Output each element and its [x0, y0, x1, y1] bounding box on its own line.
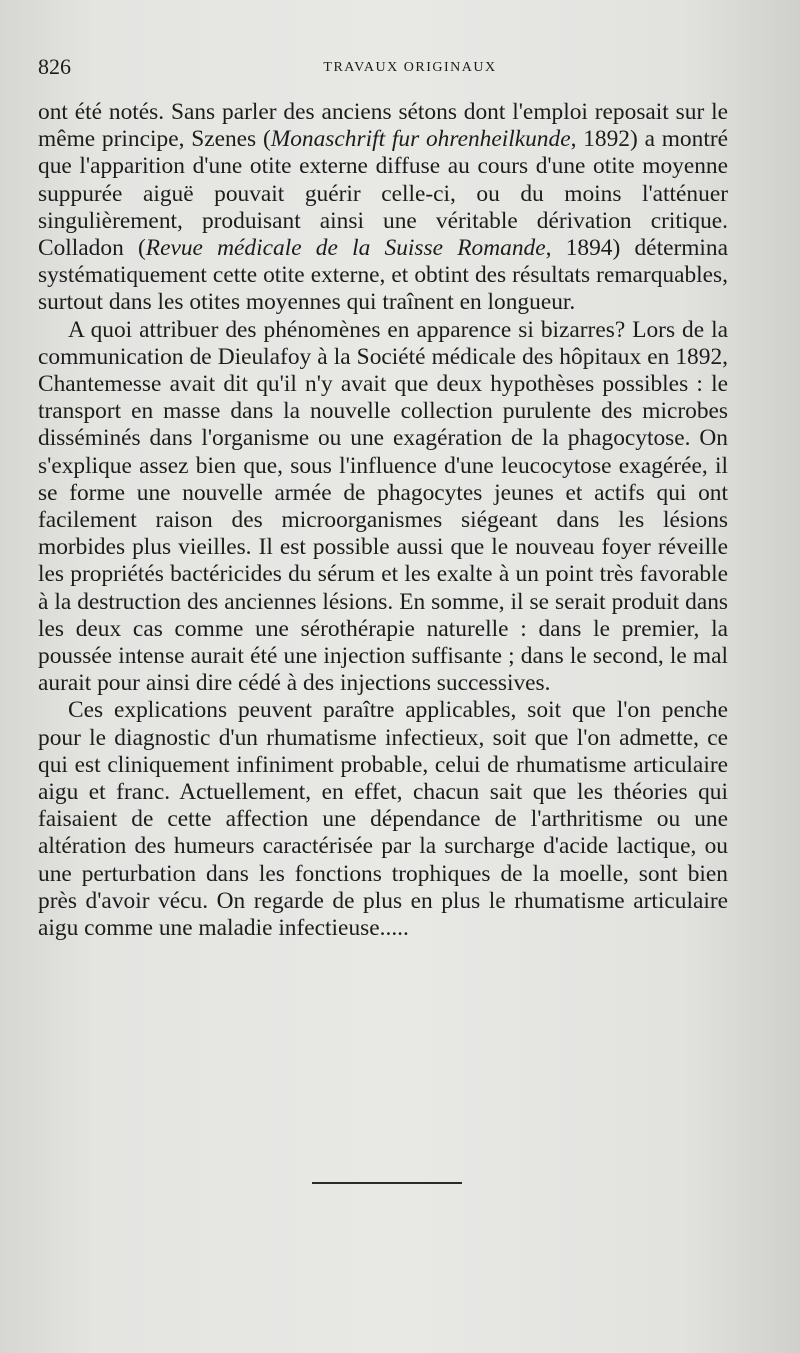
p1-s2: , 1892) a montré que l'apparition d'une otite externe diffuse au cours d'une otite moyenne suppurée aiguë pouvait guérir celle-ci, ou du moins l'atténuer singulièrement, produisant ainsi une véritable dérivation critique. Colladon ( — [38, 126, 728, 262]
paragraph-1 — [38, 99, 728, 317]
body-text — [38, 99, 728, 942]
p3-s0: Ces explications peuvent paraître applicables, soit que l'on penche pour le diagnostic d'un rhumatisme infectieux, soit que l'on admette, ce qui est cliniquement infiniment probable, celui de rhumatisme articulaire aigu et franc. Actuellement, en effet, chacun sait que les théories qui faisaient de cette affection une dépendance de l'arthritisme ou une altération des humeurs caractérisée par la surcharge d'acide lactique, ou une perturbation dans les fonctions trophiques de la moelle, sont bien près d'avoir vécu. On regarde de plus en plus le rhumatisme articulaire aigu comme une maladie infectieuse..... — [38, 697, 728, 942]
p1-s4: , 1894) détermina systématiquement cette otite externe, et obtint des résultats remarquables, surtout dans les otites moyennes qui traînent en longueur. — [38, 235, 729, 316]
running-title: TRAVAUX ORIGINAUX — [323, 60, 497, 75]
paragraph-2 — [38, 317, 728, 698]
p2-s0: A quoi attribuer des phénomènes en apparence si bizarres? Lors de la communication de Dieulafoy à la Société médicale des hôpitaux en 1892, Chantemesse avait dit qu'il n'y avait que deux hypothèses possibles : le transport en masse dans la nouvelle collection purulente des microbes disséminés dans l'organisme ou une exagération de la phagocytose. On s'explique assez bien que, sous l'influence d'une leucocytose exagérée, il se forme une nouvelle armée de phagocytes jeunes et actifs qui ont facilement raison des microorganismes siégeant dans les lésions morbides plus vieilles. Il est possible aussi que le nouveau foyer réveille les propriétés bactéricides du sérum et les exalte à un point très favorable à la destruction des anciennes lésions. En somme, il se serait produit dans les deux cas comme une sérothérapie naturelle : dans le premier, la poussée intense aurait été une injection suffisante ; dans le second, le mal aurait pour ainsi dire cédé à des injections successives. — [38, 316, 728, 697]
running-header — [38, 54, 742, 84]
journal-title-revue-medicale: Revue médicale de la Suisse Romande — [145, 235, 546, 262]
p1-s0: ont été notés. Sans parler des anciens sétons dont l'emploi reposait sur le même principe, Szenes ( — [38, 99, 728, 153]
page-number: 826 — [38, 54, 71, 79]
journal-title-monaschrift: Monaschrift fur ohrenheilkunde — [270, 126, 571, 153]
end-rule — [312, 1182, 462, 1184]
paragraph-3 — [38, 697, 728, 942]
